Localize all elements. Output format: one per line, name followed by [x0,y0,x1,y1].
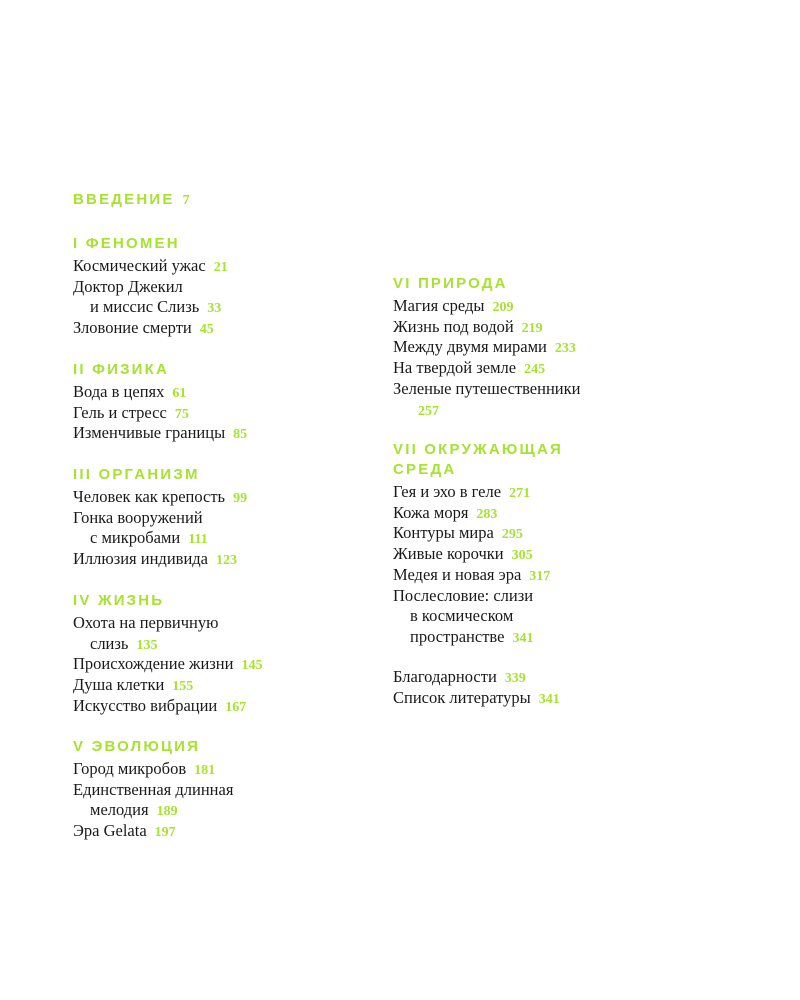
heading-title: II ФИЗИКА [73,361,170,378]
entry-title-line: На твердой земле 245 [393,358,546,378]
toc-entry[interactable] [393,482,530,505]
toc-entry[interactable] [393,688,560,711]
toc-entry[interactable] [73,654,262,677]
toc-entry[interactable] [73,382,186,405]
toc-entry[interactable] [393,586,533,650]
entry-title-line: в космическом [410,606,514,626]
heading-title: VII ОКРУЖАЮЩАЯ [393,441,564,458]
toc-entry[interactable] [393,358,545,381]
section-heading [73,465,200,485]
toc-entry[interactable] [393,523,523,546]
toc-entry[interactable] [73,487,247,510]
section-heading [393,440,563,460]
heading-title: I ФЕНОМЕН [73,235,180,252]
toc-entry[interactable] [393,667,526,690]
page-number: 123 [216,553,237,569]
toc-entry[interactable] [73,508,208,551]
entry-title-line: Единственная длинная [73,779,234,799]
entry-title-line: Контуры мира 295 [393,523,523,543]
toc-entry[interactable] [73,821,176,844]
entry-title-line: Искусство вибрации 167 [73,695,247,715]
toc-entry[interactable] [73,759,215,782]
toc-entry[interactable] [393,565,550,588]
entry-title-line: Иллюзия индивида 123 [73,549,237,569]
toc-entry[interactable] [73,403,189,426]
page-number: 283 [476,506,498,522]
entry-title-line: Охота на первичную [73,613,219,632]
toc-entry[interactable] [73,318,214,341]
section-heading [393,460,456,480]
page-number: 341 [538,691,560,707]
toc-entry[interactable] [393,337,576,360]
section-heading [73,360,169,380]
toc-entry[interactable] [73,696,246,719]
page-number: 219 [521,320,543,336]
heading-title: III ОРГАНИЗМ [73,466,200,483]
page-number: 45 [199,322,214,338]
entry-title-line: и миссис Слизь 33 [90,297,222,317]
entry-title-line: Эра Gelata 197 [73,821,176,841]
page-number: 197 [154,825,176,841]
toc-entry[interactable] [393,503,497,526]
toc-entry[interactable] [73,423,247,446]
toc-entry[interactable] [393,544,533,567]
entry-title-line: Между двумя мирами 233 [393,337,576,357]
page-number: 61 [172,386,187,401]
entry-title-line: Город микробов 181 [73,759,216,778]
entry-title-line: Гея и эхо в геле 271 [393,482,531,501]
toc-entry[interactable] [73,256,228,279]
entry-title-line: с микробами 111 [90,528,208,548]
page-number: 257 [418,403,439,419]
entry-title-line: пространстве 341 [410,626,534,646]
section-heading [393,274,508,294]
entry-title-line: Душа клетки 155 [73,675,194,695]
heading-title: СРЕДА [393,461,457,478]
page-number: 339 [504,671,526,686]
page-number: 317 [529,568,551,584]
heading-title: VI ПРИРОДА [393,275,508,292]
entry-title-line: Человек как крепость 99 [73,487,248,506]
page-number: 305 [511,548,533,564]
entry-title-line: Кожа моря 283 [393,502,498,522]
page-number: 295 [501,527,523,543]
page-number: 33 [207,301,222,317]
section-heading [73,737,200,757]
section-heading [73,190,190,211]
page-number: 99 [233,491,248,506]
entry-title-line: Гонка вооружений [73,507,203,527]
page-number: 233 [554,341,576,357]
entry-title-line: Космический ужас 21 [73,256,228,275]
page-number: 155 [172,679,194,695]
toc-entry[interactable] [73,277,221,320]
entry-title-line: Жизнь под водой 219 [393,316,543,336]
entry-title-line: Зеленые путешественники [393,378,581,398]
page-number: 21 [213,260,228,275]
toc-entry[interactable] [73,549,237,572]
page-number: 75 [174,406,189,422]
page-number: 209 [492,300,514,315]
entry-title-line: Доктор Джекил [73,276,183,296]
section-heading [73,234,180,254]
page-number: 85 [233,427,248,443]
toc-entry[interactable] [73,675,193,698]
heading-title: V ЭВОЛЮЦИЯ [73,738,201,755]
entry-title-line: Живые корочки 305 [393,544,533,564]
entry-title-line: Зловоние смерти 45 [73,318,214,338]
toc-entry[interactable] [73,780,233,823]
toc-entry[interactable] [393,379,580,422]
page-number: 181 [194,763,216,778]
toc-entry[interactable] [73,613,218,656]
heading-title: IV ЖИЗНЬ [73,592,165,609]
entry-title-line: Происхождение жизни 145 [73,654,263,674]
page-number: 189 [156,804,178,820]
toc-entry[interactable] [393,317,543,340]
page-number: 271 [509,486,531,501]
entry-title-line: мелодия 189 [90,800,178,820]
page-number: 135 [136,637,158,653]
entry-title-line: Изменчивые границы 85 [73,423,248,443]
entry-title-line: Медея и новая эра 317 [393,564,551,584]
entry-title-line [393,400,580,423]
page-number: 145 [241,658,263,674]
entry-title-line: Список литературы 341 [393,687,560,707]
entry-title-line: Магия среды 209 [393,296,514,315]
page-number: 7 [182,193,190,208]
page-number: 341 [512,630,534,646]
entry-title-line: слизь 135 [90,633,158,653]
entry-title-line: Послесловие: слизи [393,585,534,605]
page-number: 245 [524,362,546,378]
entry-title-line: Вода в цепях 61 [73,382,187,401]
page-number: 111 [188,532,208,548]
heading-title: ВВЕДЕНИЕ [73,191,175,208]
entry-title-line: Благодарности 339 [393,667,526,686]
page-number: 167 [225,699,247,715]
toc-entry[interactable] [393,296,513,319]
section-heading [73,591,164,611]
entry-title-line: Гель и стресс 75 [73,402,189,422]
